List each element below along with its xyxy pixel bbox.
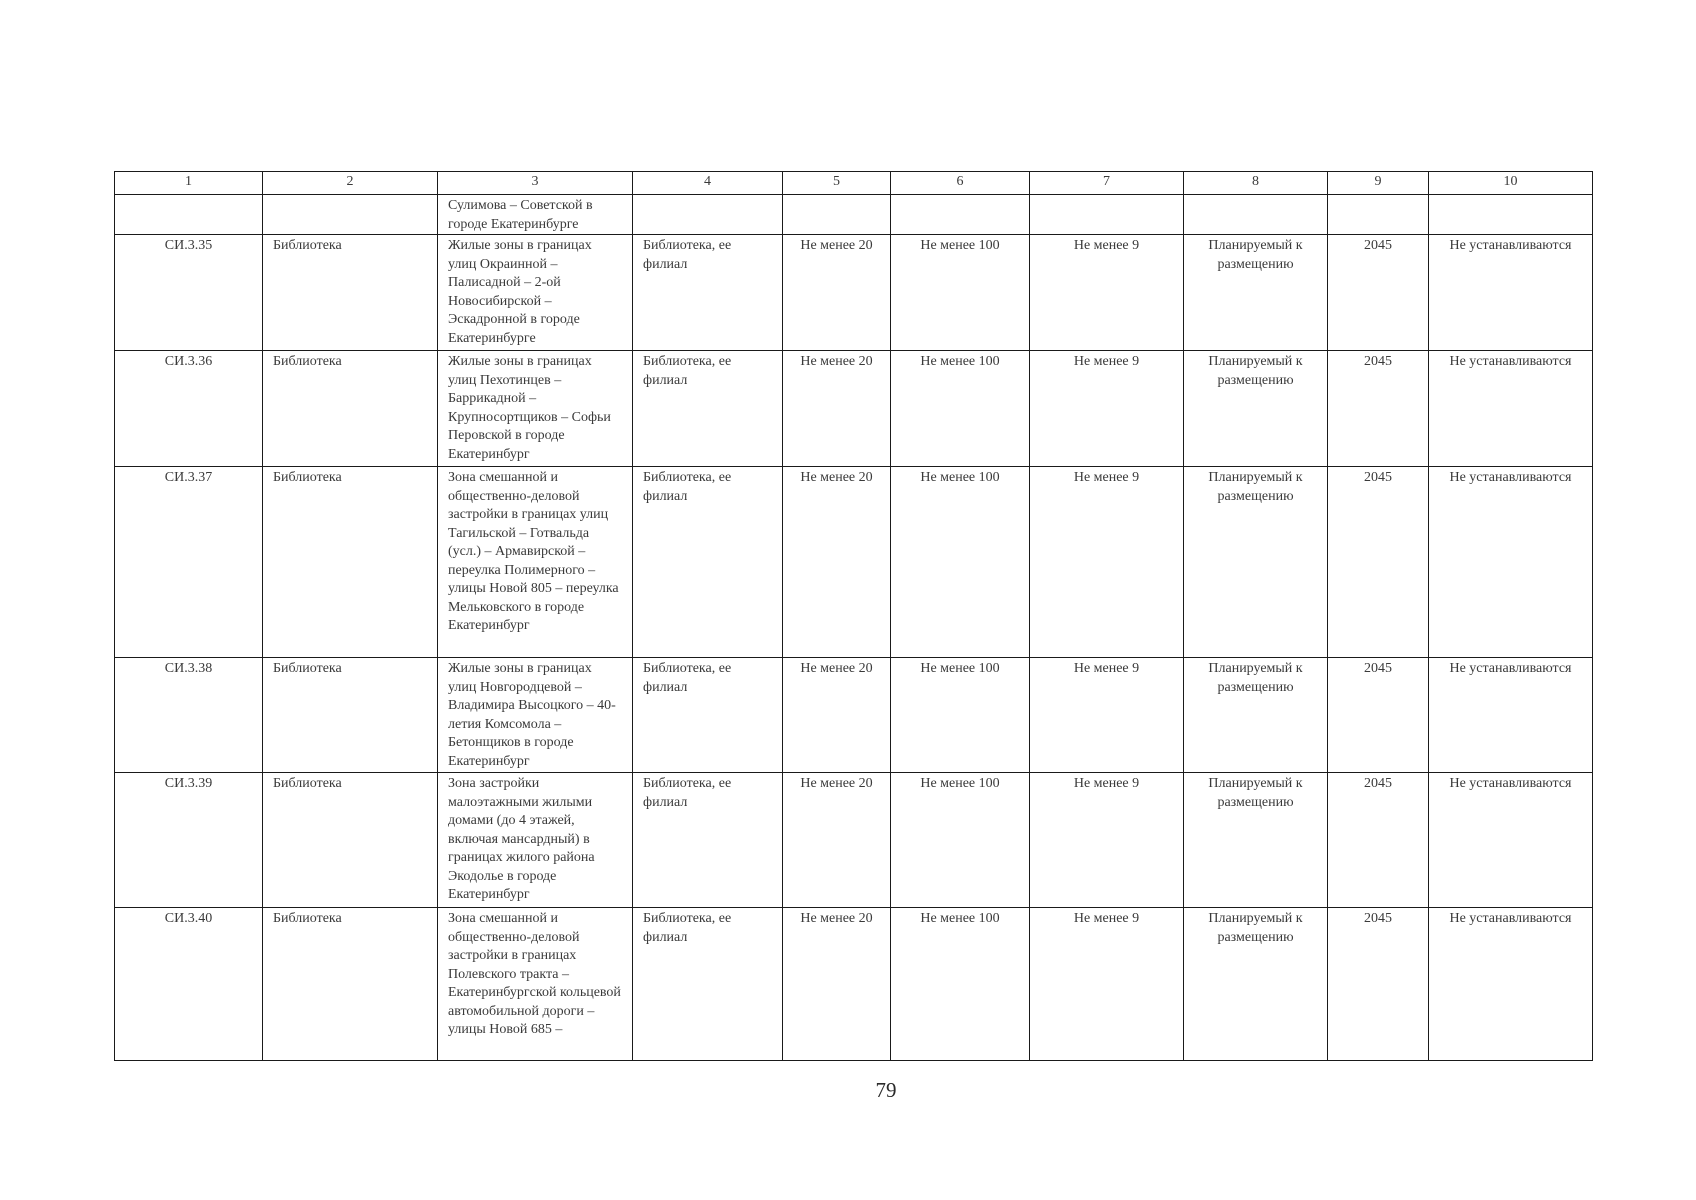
header-row (115, 172, 1593, 195)
column-number-7: 7 (1030, 172, 1184, 195)
cell-id: СИ.3.37 (115, 467, 263, 658)
cell-staff: Не менее 9 (1030, 467, 1184, 658)
table-row (115, 235, 1593, 351)
column-number-6: 6 (891, 172, 1030, 195)
cell-area: Не менее 100 (891, 658, 1030, 773)
cell-location: Зона смешанной и общественно-деловой застройки в границах Полевского тракта – Екатеринбургской кольцевой автомобильной дороги – улицы Новой 685 – (438, 908, 633, 1061)
column-number-5: 5 (783, 172, 891, 195)
cell-capacity: Не менее 20 (783, 467, 891, 658)
facilities-table (114, 171, 1593, 1061)
cell-staff: Не менее 9 (1030, 773, 1184, 908)
cell-type: Библиотека (263, 658, 438, 773)
table-body (115, 195, 1593, 1061)
cell-type: Библиотека (263, 351, 438, 467)
cell-status: Планируемый к размещению (1184, 351, 1328, 467)
cell-location: Жилые зоны в границах улиц Новгородцевой – Владимира Высоцкого – 40-летия Комсомола – Бетонщиков в городе Екатеринбург (438, 658, 633, 773)
cell-area: Не менее 100 (891, 351, 1030, 467)
cell-location: Жилые зоны в границах улиц Окраинной – Палисадной – 2-ой Новосибирской – Эскадронной в городе Екатеринбурге (438, 235, 633, 351)
cell-capacity: Не менее 20 (783, 773, 891, 908)
cell-area (891, 195, 1030, 235)
cell-location: Зона застройки малоэтажными жилыми домами (до 4 этажей, включая мансардный) в границах жилого района Экодолье в городе Екатеринбург (438, 773, 633, 908)
table-row (115, 908, 1593, 1061)
cell-year (1328, 195, 1429, 235)
table-row (115, 195, 1593, 235)
cell-status: Планируемый к размещению (1184, 235, 1328, 351)
cell-status: Планируемый к размещению (1184, 467, 1328, 658)
table-row (115, 467, 1593, 658)
column-number-10: 10 (1429, 172, 1593, 195)
cell-year: 2045 (1328, 658, 1429, 773)
cell-type: Библиотека (263, 235, 438, 351)
cell-id: СИ.3.35 (115, 235, 263, 351)
cell-id: СИ.3.40 (115, 908, 263, 1061)
cell-staff: Не менее 9 (1030, 908, 1184, 1061)
cell-location: Зона смешанной и общественно-деловой застройки в границах улиц Тагильской – Готвальда (усл.) – Армавирской – переулка Полимерного – улицы Новой 805 – переулка Мельковского в городе Екатеринбург (438, 467, 633, 658)
cell-area: Не менее 100 (891, 235, 1030, 351)
cell-year: 2045 (1328, 235, 1429, 351)
cell-zones: Не устанавливаются (1429, 467, 1593, 658)
cell-type: Библиотека (263, 467, 438, 658)
cell-staff (1030, 195, 1184, 235)
cell-purpose: Библиотека, ее филиал (633, 351, 783, 467)
cell-staff: Не менее 9 (1030, 351, 1184, 467)
cell-staff: Не менее 9 (1030, 235, 1184, 351)
cell-capacity: Не менее 20 (783, 351, 891, 467)
column-number-3: 3 (438, 172, 633, 195)
cell-zones (1429, 195, 1593, 235)
column-number-1: 1 (115, 172, 263, 195)
column-number-4: 4 (633, 172, 783, 195)
cell-capacity: Не менее 20 (783, 235, 891, 351)
cell-location: Жилые зоны в границах улиц Пехотинцев – Баррикадной – Крупносортщиков – Софьи Перовской в городе Екатеринбург (438, 351, 633, 467)
cell-capacity: Не менее 20 (783, 658, 891, 773)
cell-id: СИ.3.36 (115, 351, 263, 467)
cell-status: Планируемый к размещению (1184, 773, 1328, 908)
column-number-2: 2 (263, 172, 438, 195)
cell-year: 2045 (1328, 773, 1429, 908)
cell-id (115, 195, 263, 235)
cell-purpose: Библиотека, ее филиал (633, 235, 783, 351)
cell-zones: Не устанавливаются (1429, 658, 1593, 773)
cell-id: СИ.3.38 (115, 658, 263, 773)
table-row (115, 658, 1593, 773)
cell-status: Планируемый к размещению (1184, 658, 1328, 773)
cell-staff: Не менее 9 (1030, 658, 1184, 773)
cell-zones: Не устанавливаются (1429, 235, 1593, 351)
table-row (115, 773, 1593, 908)
cell-year: 2045 (1328, 908, 1429, 1061)
cell-area: Не менее 100 (891, 467, 1030, 658)
cell-zones: Не устанавливаются (1429, 351, 1593, 467)
cell-purpose: Библиотека, ее филиал (633, 658, 783, 773)
cell-zones: Не устанавливаются (1429, 908, 1593, 1061)
column-number-9: 9 (1328, 172, 1429, 195)
cell-purpose: Библиотека, ее филиал (633, 773, 783, 908)
table-row (115, 351, 1593, 467)
cell-purpose (633, 195, 783, 235)
cell-type: Библиотека (263, 908, 438, 1061)
cell-id: СИ.3.39 (115, 773, 263, 908)
cell-status: Планируемый к размещению (1184, 908, 1328, 1061)
cell-status (1184, 195, 1328, 235)
cell-purpose: Библиотека, ее филиал (633, 908, 783, 1061)
cell-purpose: Библиотека, ее филиал (633, 467, 783, 658)
cell-location: Сулимова – Советской в городе Екатеринбурге (438, 195, 633, 235)
cell-type (263, 195, 438, 235)
column-number-8: 8 (1184, 172, 1328, 195)
page-number: 79 (875, 1078, 897, 1102)
cell-year: 2045 (1328, 351, 1429, 467)
cell-area: Не менее 100 (891, 773, 1030, 908)
cell-capacity: Не менее 20 (783, 908, 891, 1061)
cell-type: Библиотека (263, 773, 438, 908)
table-header (115, 172, 1593, 195)
cell-zones: Не устанавливаются (1429, 773, 1593, 908)
cell-area: Не менее 100 (891, 908, 1030, 1061)
cell-year: 2045 (1328, 467, 1429, 658)
cell-capacity (783, 195, 891, 235)
